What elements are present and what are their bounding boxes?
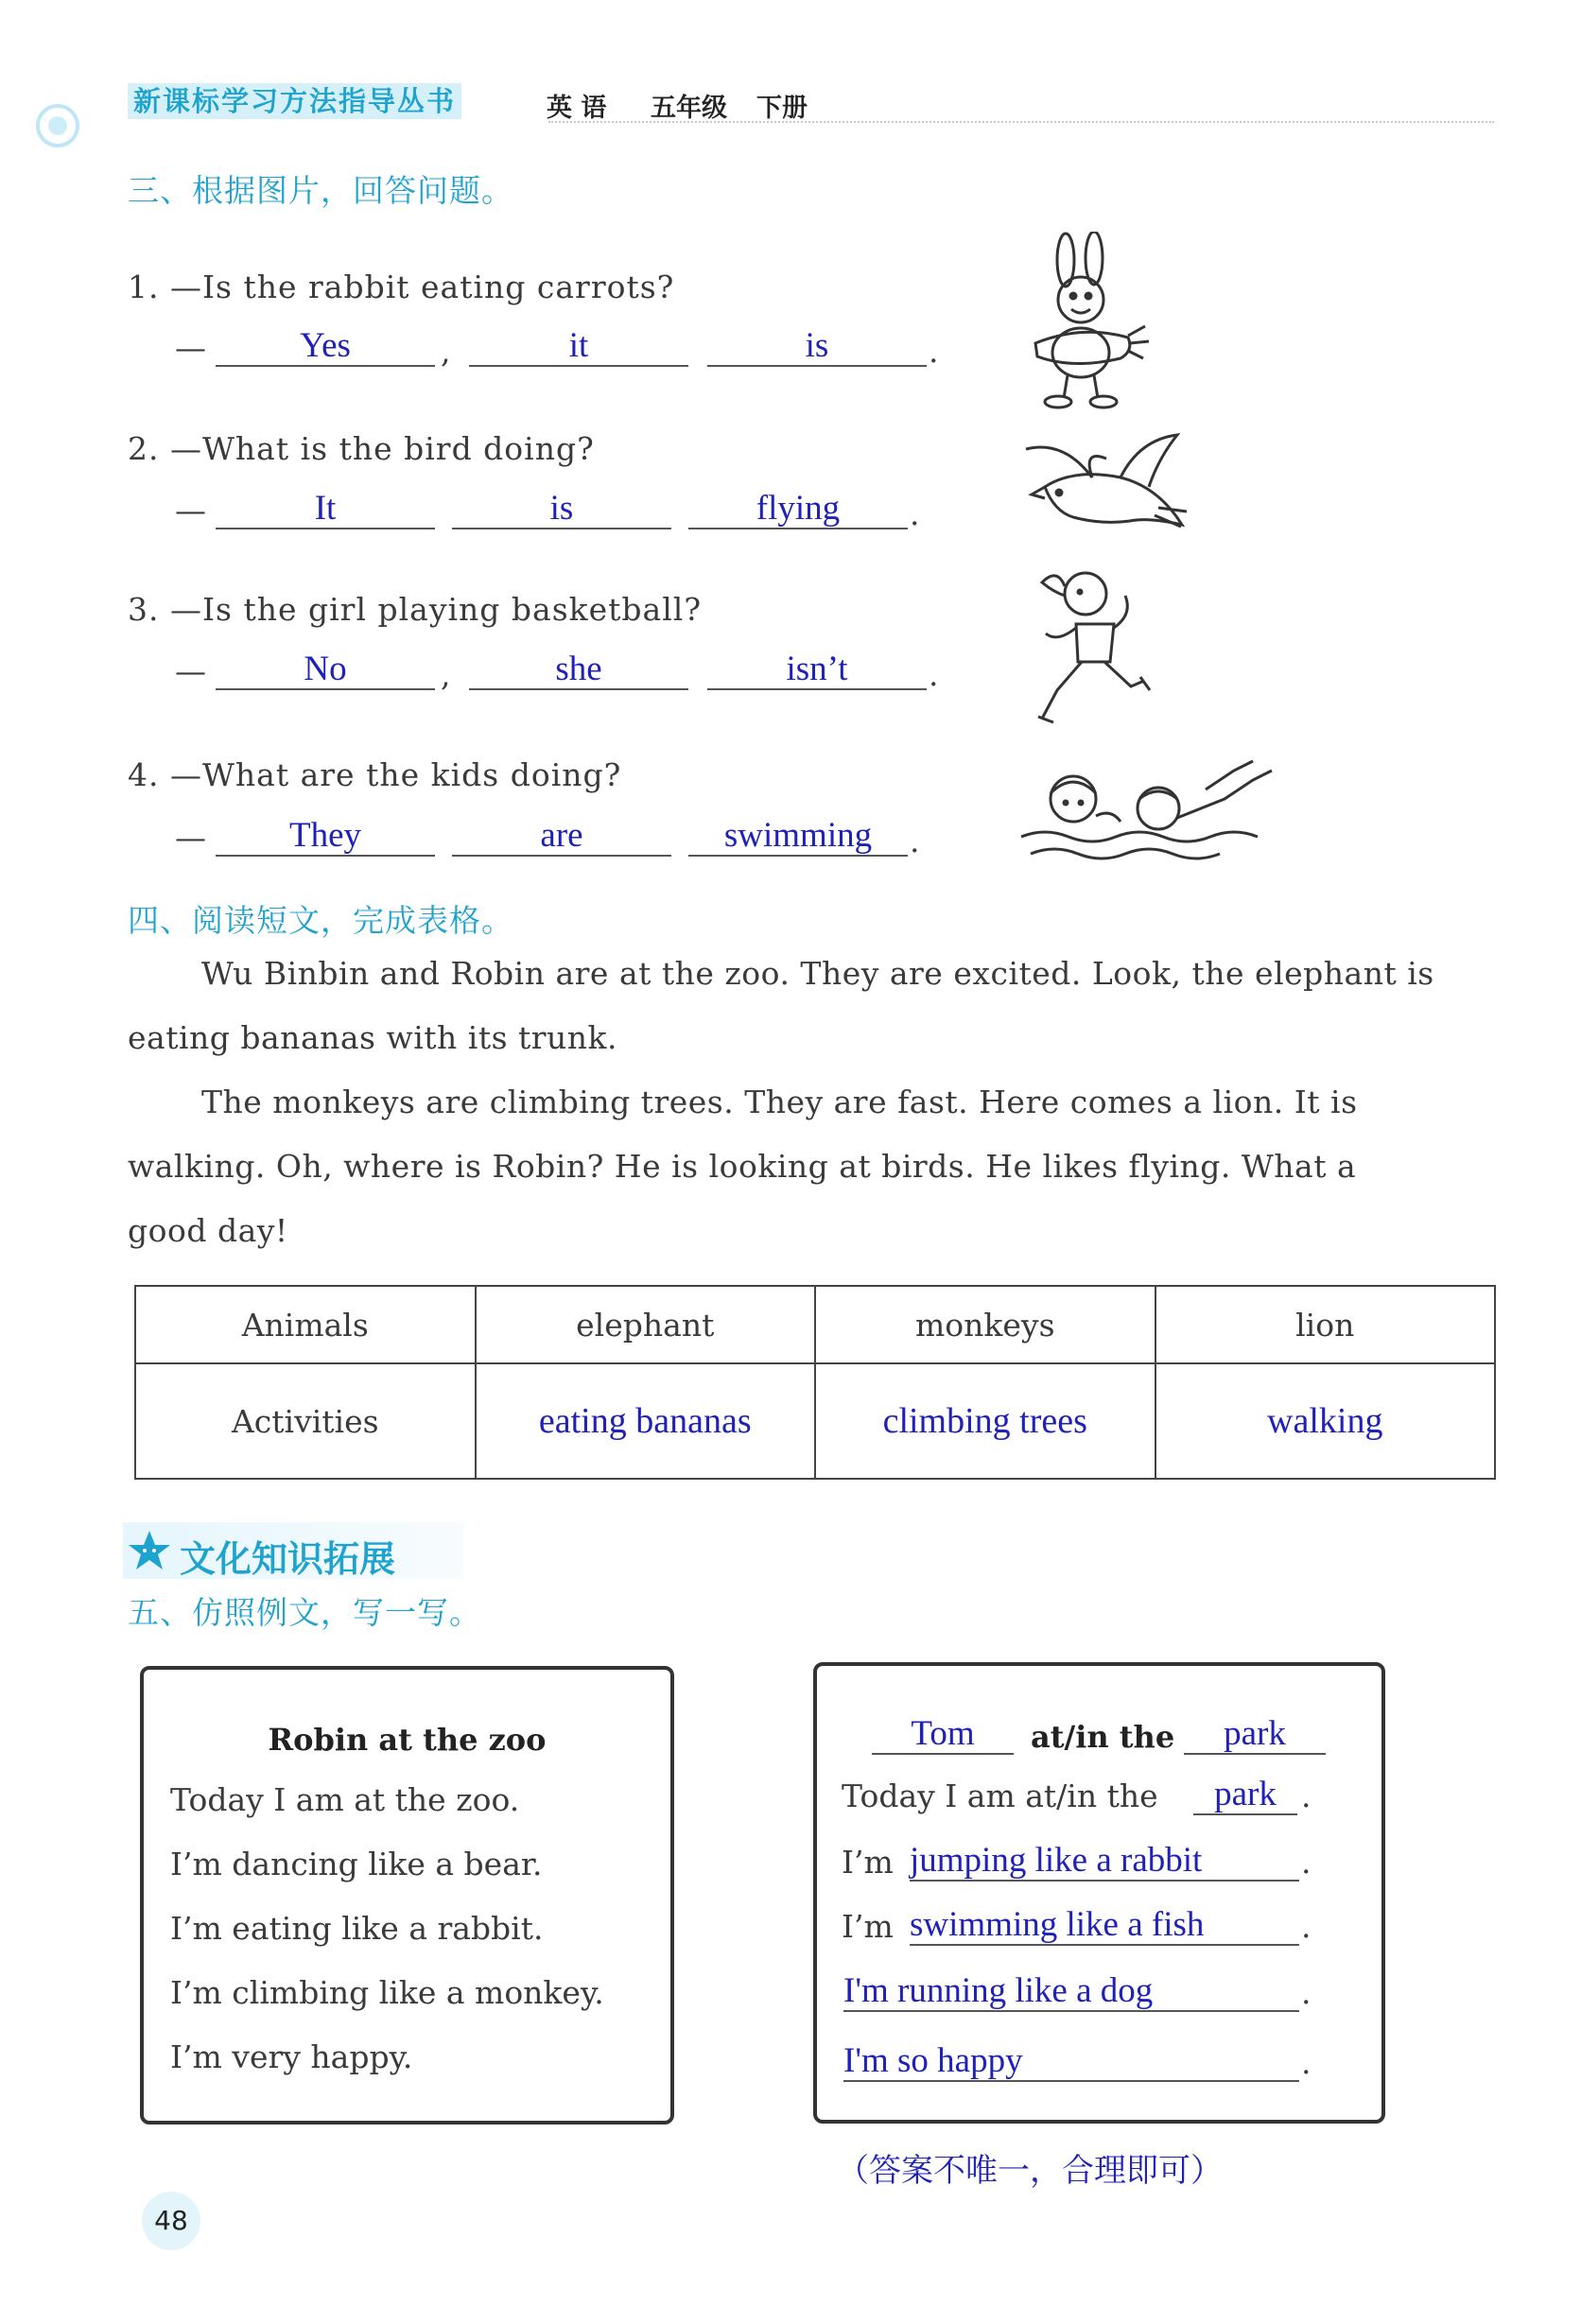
table-cell: lion	[1155, 1286, 1496, 1363]
answer-2-dash: —	[175, 492, 206, 529]
passage-line-1: Wu Binbin and Robin are at the zoo. They are excited. Look, the elephant is	[201, 955, 1434, 992]
star-icon	[127, 1528, 172, 1573]
culture-banner	[123, 1522, 463, 1579]
table-row	[135, 1363, 1495, 1479]
answer-title-mid: at/in the	[1031, 1719, 1175, 1755]
passage-line-4: walking. Oh, where is Robin? He is looking at birds. He likes flying. What a	[128, 1148, 1357, 1185]
example-line-3: I’m eating like a rabbit.	[170, 1910, 544, 1947]
series-title: 新课标学习方法指导丛书	[128, 83, 461, 119]
question-3-text: —Is the girl playing basketball?	[170, 591, 703, 628]
running-girl-icon	[1019, 558, 1161, 728]
question-2-number: 2.	[128, 430, 160, 467]
example-title: Robin at the zoo	[268, 1722, 547, 1758]
answer-name: Tom	[872, 1715, 1014, 1755]
passage-line-3: The monkeys are climbing trees. They are fast. Here comes a lion. It is	[201, 1084, 1358, 1120]
section-3-title: 三、根据图片，回答问题。	[128, 172, 513, 209]
answer-box	[813, 1662, 1385, 2124]
culture-banner-title: 文化知识拓展	[180, 1537, 396, 1580]
answer-2-period: .	[910, 495, 920, 532]
answer-line-1-blank: park	[1193, 1776, 1297, 1815]
answer-line-3-blank: swimming like a fish	[910, 1906, 1299, 1946]
answer-2-blank-2: is	[452, 490, 671, 529]
answer-line-1-prefix: Today I am at/in the	[842, 1778, 1158, 1814]
question-4	[128, 756, 621, 793]
answer-1-blank-2: it	[469, 327, 688, 367]
answer-1-period: .	[929, 333, 939, 370]
answer-2-blank-1: It	[216, 490, 435, 529]
section-4-title: 四、阅读短文，完成表格。	[128, 902, 513, 939]
page-number: 48	[142, 2192, 200, 2250]
question-3	[128, 591, 702, 628]
table-row	[135, 1286, 1495, 1363]
table-cell: monkeys	[815, 1286, 1155, 1363]
table-answer-cell: eating bananas	[476, 1363, 816, 1479]
answer-3-blank-3: isn’t	[707, 650, 927, 690]
header-divider	[548, 121, 1494, 123]
answer-4-blank-2: are	[452, 817, 671, 857]
rabbit-icon	[1016, 232, 1158, 411]
answer-4-period: .	[910, 823, 920, 859]
answer-4-blank-3: swimming	[688, 817, 908, 857]
answer-3-blank-2: she	[469, 650, 688, 690]
answer-line-5-blank: I'm so happy	[843, 2042, 1299, 2082]
table-cell: Activities	[135, 1363, 476, 1479]
example-box	[140, 1666, 674, 2125]
table-cell: elephant	[476, 1286, 816, 1363]
answer-line-2-prefix: I’m	[842, 1844, 894, 1881]
question-4-number: 4.	[128, 756, 160, 793]
question-1	[128, 269, 674, 305]
question-4-text: —What are the kids doing?	[170, 756, 622, 793]
example-line-2: I’m dancing like a bear.	[170, 1846, 543, 1882]
answer-line-4-blank: I'm running like a dog	[843, 1972, 1299, 2012]
section-5-title: 五、仿照例文，写一写。	[128, 1594, 481, 1631]
answer-3-sep-1: ,	[441, 656, 451, 693]
answer-line-3-period: .	[1301, 1908, 1312, 1945]
answer-line-4-period: .	[1301, 1974, 1312, 2011]
answer-3-dash: —	[175, 652, 206, 689]
answer-3-blank-1: No	[216, 650, 435, 690]
answer-line-2-period: .	[1301, 1844, 1312, 1881]
answer-1-blank-1: Yes	[216, 327, 435, 367]
answer-place: park	[1184, 1715, 1326, 1755]
subject-label: 英 语	[547, 94, 607, 123]
example-line-5: I’m very happy.	[170, 2038, 413, 2075]
answer-line-3-prefix: I’m	[842, 1908, 894, 1945]
table-answer-cell: walking	[1155, 1363, 1496, 1479]
grade-label: 五年级	[651, 94, 727, 123]
question-2-text: —What is the bird doing?	[170, 430, 595, 467]
bird-icon	[1016, 430, 1196, 544]
header-decoration-circle	[36, 104, 79, 147]
passage-line-2: eating bananas with its trunk.	[128, 1019, 618, 1056]
answer-line-2-blank: jumping like a rabbit	[910, 1842, 1299, 1882]
example-line-1: Today I am at the zoo.	[170, 1781, 520, 1818]
answer-3-period: .	[929, 656, 939, 693]
passage-line-5: good day!	[128, 1212, 288, 1249]
answer-note: （答案不唯一，合理即可）	[837, 2152, 1223, 2190]
example-line-4: I’m climbing like a monkey.	[170, 1974, 604, 2011]
question-1-number: 1.	[128, 269, 160, 305]
swimming-kids-icon	[1016, 752, 1281, 875]
answer-1-sep-1: ,	[441, 333, 451, 370]
animals-activities-table	[134, 1285, 1496, 1480]
table-answer-cell: climbing trees	[815, 1363, 1155, 1479]
answer-2-blank-3: flying	[688, 490, 908, 529]
question-2	[128, 430, 595, 467]
answer-line-5-period: .	[1301, 2044, 1312, 2081]
answer-line-1-period: .	[1301, 1778, 1312, 1814]
answer-1-dash: —	[175, 329, 206, 366]
answer-4-blank-1: They	[216, 817, 435, 857]
volume-label: 下册	[756, 94, 808, 123]
question-1-text: —Is the rabbit eating carrots?	[170, 269, 675, 305]
answer-4-dash: —	[175, 819, 206, 856]
table-cell: Animals	[135, 1286, 476, 1363]
answer-1-blank-3: is	[707, 327, 927, 367]
question-3-number: 3.	[128, 591, 160, 628]
